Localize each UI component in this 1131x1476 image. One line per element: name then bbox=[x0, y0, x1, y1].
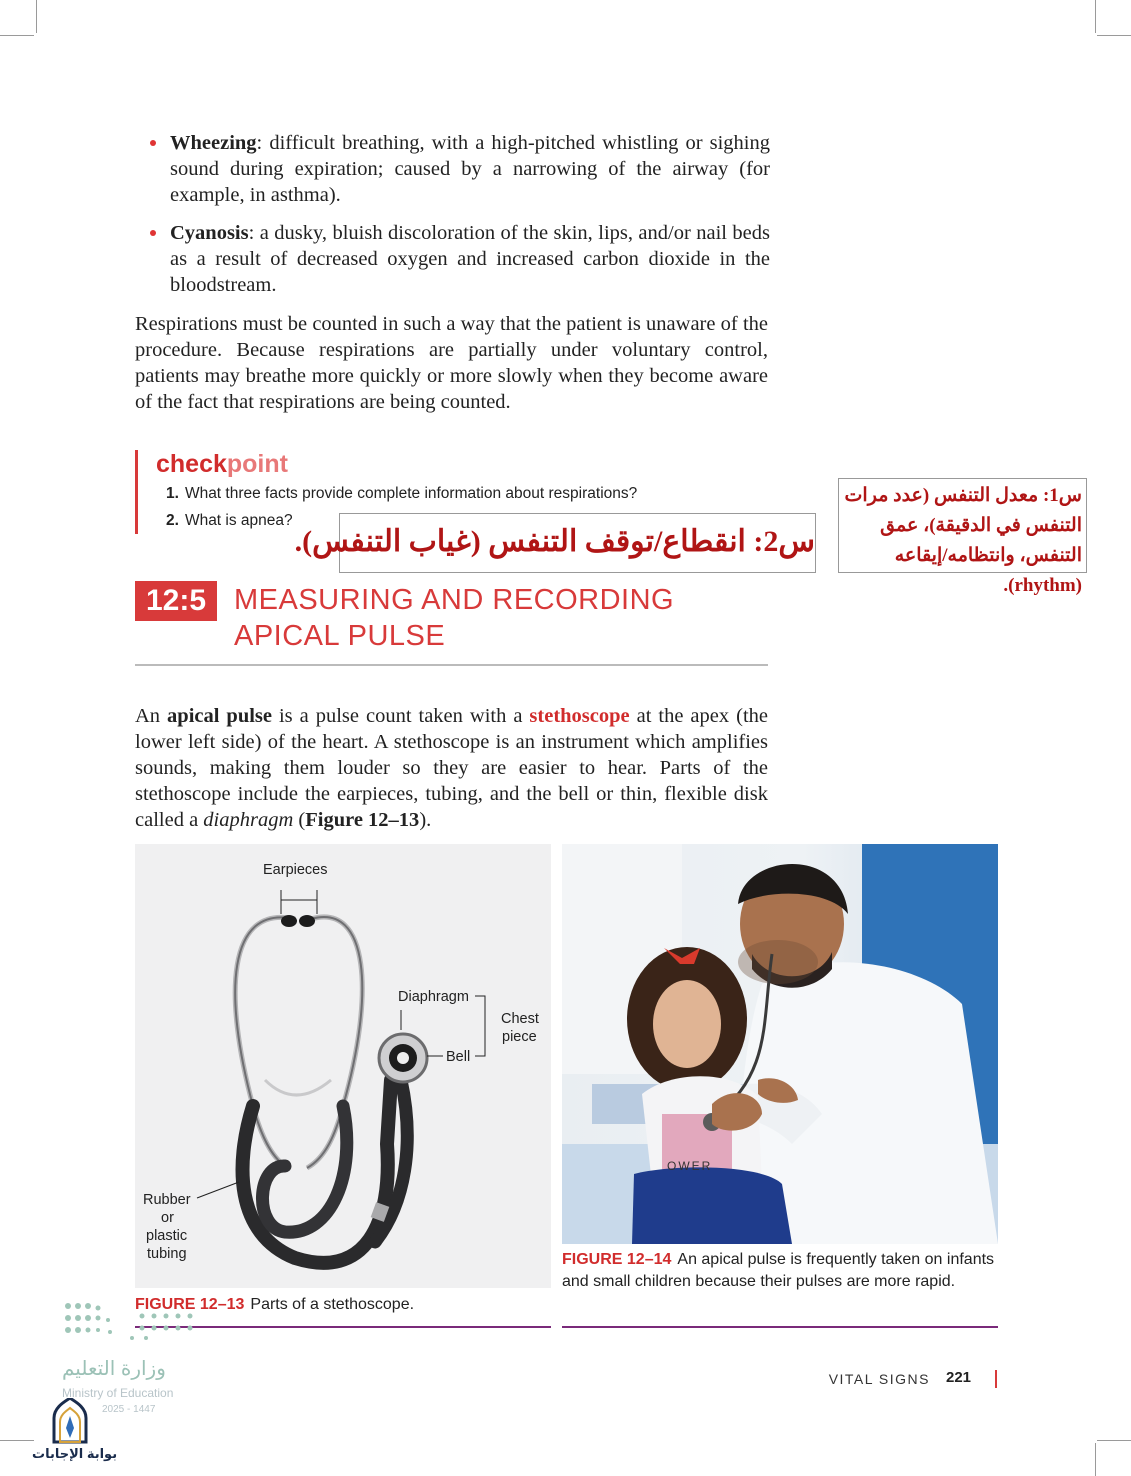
bullet-text: : difficult breathing, with a high-pitched whistling or sighing sound during expiration; caused by a narrowing of the airway (for example, in asthma). bbox=[170, 132, 770, 206]
ministry-year: 2025 - 1447 bbox=[102, 1404, 156, 1415]
ministry-name-en: Ministry of Education bbox=[62, 1386, 174, 1400]
term-apical-pulse: apical pulse bbox=[167, 705, 272, 727]
label-tubing: tubing bbox=[147, 1246, 187, 1262]
bullet-cyanosis bbox=[150, 220, 770, 298]
figure-number: FIGURE 12–13 bbox=[135, 1296, 245, 1313]
answer-prefix: س bbox=[778, 525, 815, 558]
answers-portal-logo bbox=[32, 1398, 118, 1468]
shirt-print: OWER bbox=[667, 1159, 713, 1173]
figure-reference: Figure 12–13 bbox=[305, 809, 420, 831]
caption-rule bbox=[562, 1326, 998, 1328]
answer-box-2 bbox=[294, 513, 816, 573]
label-earpieces: Earpieces bbox=[263, 862, 328, 878]
term-diaphragm: diaphragm bbox=[203, 809, 294, 831]
answer-text: : معدل التنفس (عدد مرات التنفس في الدقيقة)، عمق التنفس، وانتظامه/إيقاعه (rhythm). bbox=[844, 485, 1082, 596]
bullet-list bbox=[150, 130, 770, 310]
ministry-name-ar: وزارة التعليم bbox=[62, 1358, 166, 1380]
label-bell: Bell bbox=[446, 1049, 471, 1065]
figure-12-14-caption bbox=[562, 1249, 998, 1293]
question-text: What three facts provide complete information about respirations? bbox=[184, 485, 638, 502]
bullet-term: Cyanosis bbox=[170, 222, 249, 244]
answer-number: 1 bbox=[1049, 485, 1059, 506]
doctor-child-photo bbox=[562, 844, 998, 1244]
checkpoint-title bbox=[156, 450, 288, 479]
question-number: 1. bbox=[166, 485, 179, 502]
portal-icon bbox=[32, 1398, 112, 1446]
section-number: 12:5 bbox=[135, 581, 217, 621]
respirations-paragraph: Respirations must be counted in such a way that the patient is unaware of the procedure. Because respirations are partially under voluntary control, patients may breathe more quickly or more slowly when they become aware of the fact that respirations are being counted. bbox=[135, 313, 768, 413]
figure-12-14-image bbox=[562, 844, 998, 1244]
crop-mark bbox=[36, 0, 37, 33]
page-number: 221 bbox=[946, 1369, 972, 1386]
checkpoint-question-2 bbox=[166, 512, 293, 530]
section-title-line2: APICAL PULSE bbox=[234, 620, 446, 652]
figure-number: FIGURE 12–14 bbox=[562, 1251, 672, 1268]
section-title-line1: MEASURING AND RECORDING bbox=[234, 584, 675, 616]
section-title bbox=[234, 582, 754, 654]
bullet-dot bbox=[150, 230, 156, 236]
checkpoint-question-1 bbox=[166, 485, 637, 503]
crop-mark bbox=[1095, 1443, 1096, 1476]
question-number: 2. bbox=[166, 512, 179, 529]
footer-accent-bar bbox=[995, 1370, 997, 1388]
checkpoint-title-b: point bbox=[226, 450, 288, 478]
answer-box-1 bbox=[838, 478, 1087, 596]
label-piece: piece bbox=[502, 1029, 537, 1045]
text: An bbox=[135, 705, 168, 727]
bullet-wheezing bbox=[150, 130, 770, 208]
ministry-watermark bbox=[62, 1300, 212, 1415]
text: ( bbox=[293, 809, 306, 831]
crop-mark bbox=[0, 1440, 34, 1441]
answer-number: 2 bbox=[763, 525, 779, 558]
crop-mark bbox=[1097, 1440, 1131, 1441]
bullet-term: Wheezing bbox=[170, 132, 257, 154]
label-chest: Chest bbox=[501, 1011, 539, 1027]
label-or: or bbox=[161, 1210, 174, 1226]
answer-prefix: س bbox=[1058, 485, 1082, 506]
section-rule bbox=[135, 664, 768, 666]
crop-mark bbox=[1097, 35, 1131, 36]
caption-text: Parts of a stethoscope. bbox=[250, 1296, 415, 1313]
crop-mark bbox=[1095, 0, 1096, 33]
caption-text: An apical pulse is frequently taken on infants and small children because their pulses are more rapid. bbox=[562, 1251, 995, 1290]
portal-name: بوابة الإجابات bbox=[32, 1446, 118, 1461]
text: is a pulse count taken with a bbox=[272, 705, 530, 727]
label-rubber: Rubber bbox=[143, 1192, 191, 1208]
answer-text: : انقطاع/توقف التنفس (غياب التنفس). bbox=[294, 525, 764, 558]
ministry-dots-logo bbox=[62, 1300, 202, 1346]
label-plastic: plastic bbox=[146, 1228, 188, 1244]
text: ). bbox=[419, 809, 432, 831]
stethoscope-illustration bbox=[135, 844, 551, 1288]
term-stethoscope: stethoscope bbox=[529, 705, 630, 727]
bullet-dot bbox=[150, 140, 156, 146]
bullet-text: : a dusky, bluish discoloration of the skin, lips, and/or nail beds as a result of decreased oxygen and increased carbon dioxide in the bloodstream. bbox=[170, 222, 770, 296]
label-diaphragm: Diaphragm bbox=[398, 989, 469, 1005]
running-footer-title: VITAL SIGNS bbox=[828, 1371, 930, 1387]
figure-12-13-image bbox=[135, 844, 551, 1288]
question-text: What is apnea? bbox=[184, 512, 293, 529]
text: at the apex (the lower left side) of the heart. A stethoscope is an instrument which amplifies sounds, making them louder so they are easier to hear. Parts of the stethoscope include the earpieces, tubing, and the bell or thin, flexible disk called a bbox=[135, 705, 768, 831]
checkpoint-title-a: check bbox=[156, 450, 227, 478]
apical-paragraph bbox=[135, 703, 768, 833]
crop-mark bbox=[0, 35, 34, 36]
